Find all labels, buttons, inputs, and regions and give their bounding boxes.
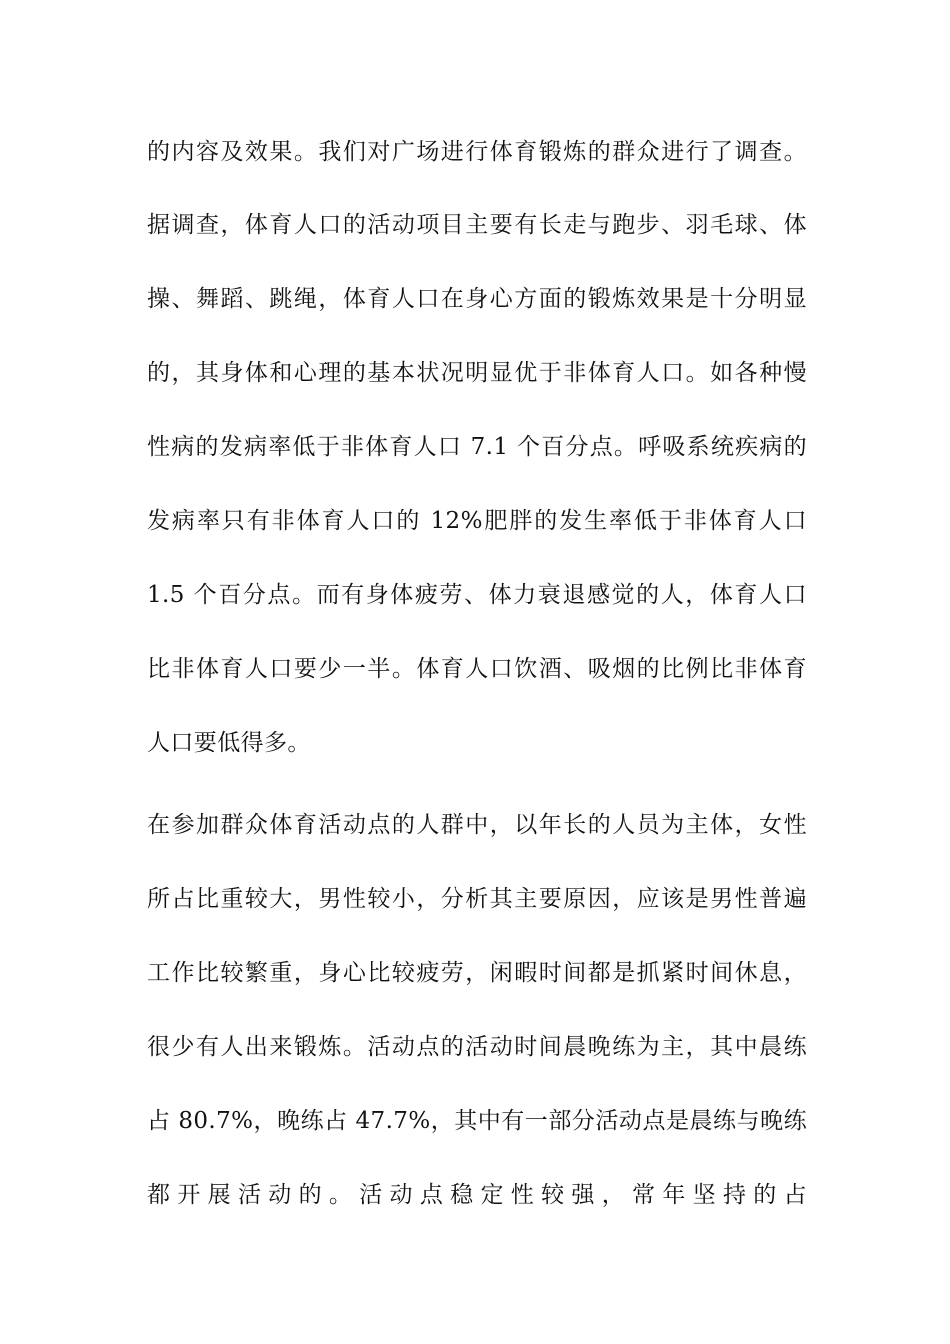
text-line: 操、舞蹈、跳绳，体育人口在身心方面的锻炼效果是十分明显 xyxy=(147,286,807,312)
text-line: 占 80.7%，晚练占 47.7%，其中有一部分活动点是晨练与晚练 xyxy=(147,1108,807,1134)
text-line: 很少有人出来锻炼。活动点的活动时间晨晚练为主，其中晨练 xyxy=(147,1034,807,1060)
text-line: 的，其身体和心理的基本状况明显优于非体育人口。如各种慢 xyxy=(147,360,807,386)
text-line: 在参加群众体育活动点的人群中，以年长的人员为主体，女性 xyxy=(147,812,807,838)
text-line: 都开展活动的。活动点稳定性较强，常年坚持的占 xyxy=(147,1182,807,1208)
text-line: 1.5 个百分点。而有身体疲劳、体力衰退感觉的人，体育人口 xyxy=(147,582,807,608)
text-line: 发病率只有非体育人口的 12%肥胖的发生率低于非体育人口 xyxy=(147,508,807,534)
text-line: 比非体育人口要少一半。体育人口饮酒、吸烟的比例比非体育 xyxy=(147,656,807,682)
text-line: 人口要低得多。 xyxy=(147,730,311,756)
text-line: 所占比重较大，男性较小，分析其主要原因，应该是男性普遍 xyxy=(147,886,807,912)
text-line: 性病的发病率低于非体育人口 7.1 个百分点。呼吸系统疾病的 xyxy=(147,434,807,460)
text-line: 据调查，体育人口的活动项目主要有长走与跑步、羽毛球、体 xyxy=(147,212,807,238)
text-line: 的内容及效果。我们对广场进行体育锻炼的群众进行了调查。 xyxy=(147,139,807,165)
text-line: 工作比较繁重，身心比较疲劳，闲暇时间都是抓紧时间休息， xyxy=(147,960,807,986)
